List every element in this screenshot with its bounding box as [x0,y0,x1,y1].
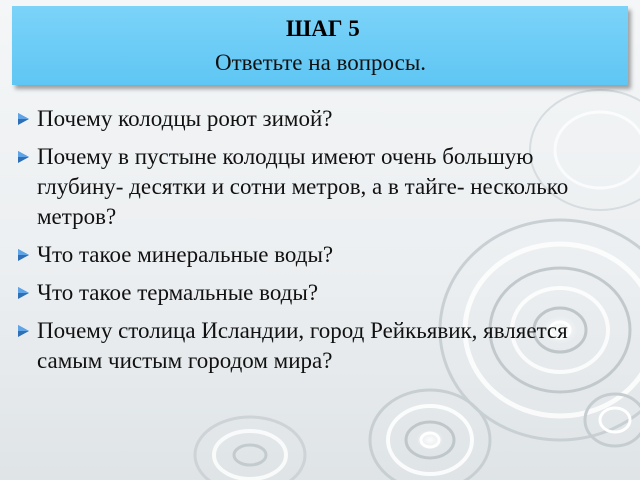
question-item [18,240,618,270]
question-text: Что такое минеральные воды? [37,242,334,267]
question-item [18,316,618,376]
question-text: Что такое термальные воды? [37,280,319,305]
question-text: Почему в пустыне колодцы имеют очень большую глубину- десятки и сотни метров, а в тайге- несколько метров? [37,144,569,229]
question-item [18,104,618,134]
title-banner [12,6,628,85]
question-item [18,278,618,308]
question-list [18,104,618,384]
arrow-bullet-icon [18,151,29,163]
slide-title: ШАГ 5 [286,16,360,41]
arrow-bullet-icon [18,287,29,299]
question-item [18,142,618,232]
slide-subtitle: Ответьте на вопросы. [215,50,427,75]
arrow-bullet-icon [18,249,29,261]
arrow-bullet-icon [18,325,29,337]
arrow-bullet-icon [18,113,29,125]
question-text: Почему колодцы роют зимой? [37,106,333,131]
question-text: Почему столица Исландии, город Рейкьявик, является самым чистым городом мира? [37,318,568,373]
